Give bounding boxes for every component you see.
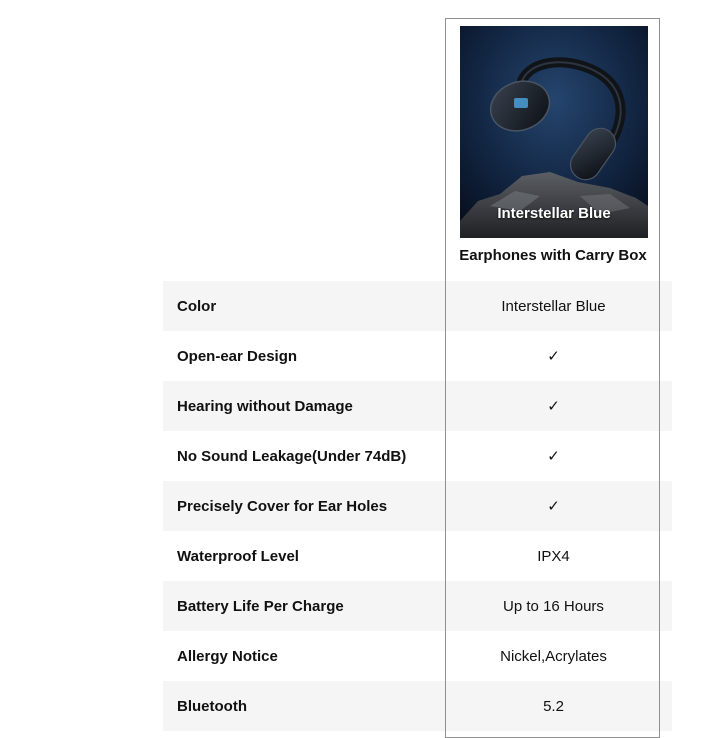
table-row: [163, 331, 672, 381]
row-value: Interstellar Blue: [501, 297, 606, 315]
product-image-caption: Interstellar Blue: [497, 205, 611, 222]
table-row: [163, 531, 672, 581]
row-label: Open-ear Design: [177, 347, 298, 365]
row-value: 5.2: [543, 697, 564, 715]
row-label: Allergy Notice: [177, 647, 278, 665]
row-label: Hearing without Damage: [177, 397, 353, 415]
table-row: [163, 381, 672, 431]
row-value: IPX4: [537, 547, 570, 565]
check-icon: ✓: [547, 498, 560, 515]
row-value: Up to 16 Hours: [503, 597, 604, 615]
spec-rows: [163, 281, 672, 731]
row-label: Waterproof Level: [177, 547, 299, 565]
table-row: [163, 431, 672, 481]
row-label: Bluetooth: [177, 697, 247, 715]
table-row: [163, 681, 672, 731]
row-label: Precisely Cover for Ear Holes: [177, 497, 388, 515]
row-label: Battery Life Per Charge: [177, 597, 344, 615]
check-icon: ✓: [547, 348, 560, 365]
table-row: [163, 281, 672, 331]
table-row: [163, 581, 672, 631]
check-icon: ✓: [547, 448, 560, 465]
row-label: No Sound Leakage(Under 74dB): [177, 447, 407, 465]
row-label: Color: [177, 297, 217, 315]
row-value: Nickel,Acrylates: [500, 647, 607, 665]
check-icon: ✓: [547, 398, 560, 415]
product-title[interactable]: Earphones with Carry Box: [459, 247, 647, 264]
table-row: [163, 481, 672, 531]
table-row: [163, 631, 672, 681]
